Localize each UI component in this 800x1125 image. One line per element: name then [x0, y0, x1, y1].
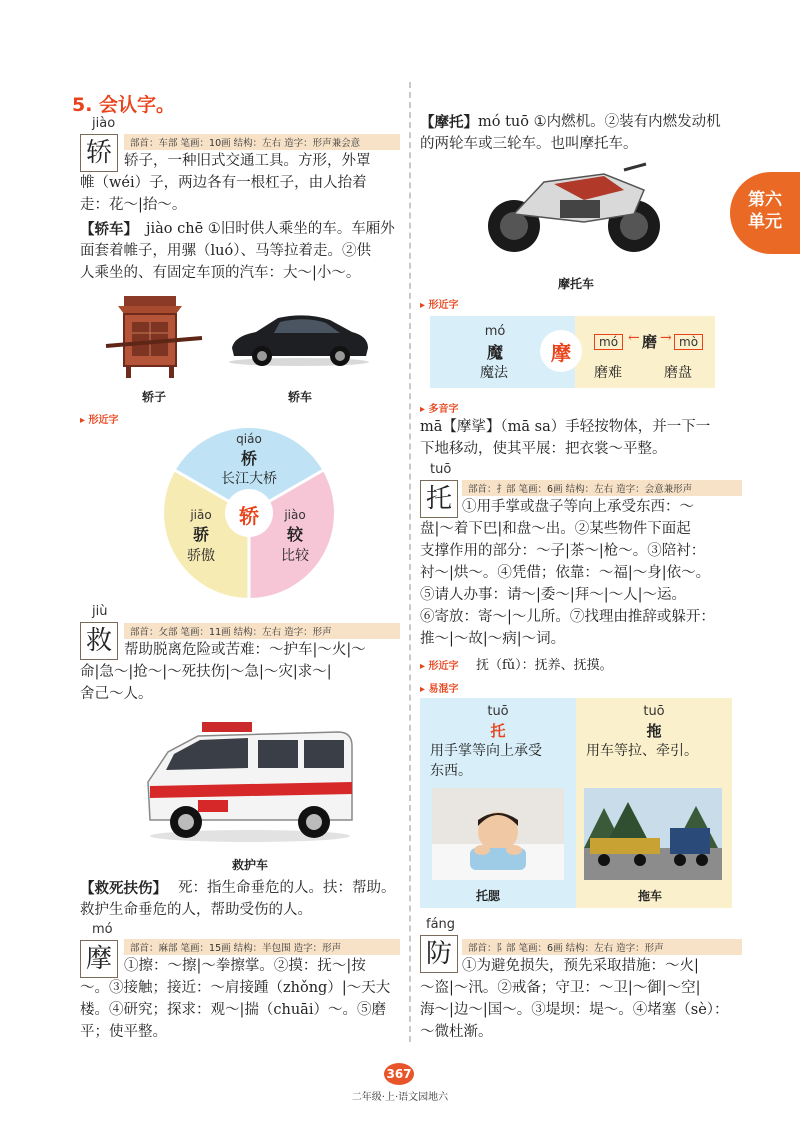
tuo-def-line-2: 支撑作用的部分：～子|茶～|枪～。③陪衬： — [420, 543, 706, 559]
jiusifushang-line-0: 死：指生命垂危的人。扶：帮助。 — [178, 880, 396, 896]
mo-compare-right-char: 磨 — [642, 333, 658, 351]
mo-xingjin-label: ▸ 形近字 — [420, 300, 459, 311]
mo-duoyin-label: ▸ 多音字 — [420, 404, 459, 415]
motuo-line-0: mó tuō ①内燃机。②装有内燃发动机 — [478, 114, 721, 130]
tuo-def-line-4: ⑤请人办事：请～|委～|拜～|～人|～运。 — [420, 587, 687, 603]
mo-compare-pinyin-mo4: mò — [674, 334, 703, 350]
fang-def-line-3: ～微杜渐。 — [420, 1024, 493, 1040]
mo-char-box: 摩 — [80, 940, 118, 978]
motorcycle-image — [474, 160, 674, 260]
wheel-top-word: 长江大桥 — [221, 471, 277, 487]
jiusifushang-term-label: 【救死扶伤】 — [80, 880, 167, 897]
jiu-pinyin: jiù — [92, 604, 108, 619]
tuo-xingjin-label: ▸ 形近字 — [420, 661, 459, 672]
tuo-compare-left-desc-0: 用手掌等向上承受 — [430, 743, 542, 759]
jiaoche-line-0: jiào chē ①旧时供人乘坐的车。车厢外 — [146, 221, 395, 237]
jiao-pinyin: jiào — [92, 116, 116, 131]
tuo-pinyin: tuō — [430, 462, 452, 477]
fang-info-bar: 部首：阝部 笔画：6画 结构：左右 造字：形声 — [462, 939, 742, 955]
tuoche-image — [584, 788, 722, 880]
unit-badge — [730, 172, 800, 254]
tuo-compare-right-desc: 用车等拉、牵引。 — [586, 743, 698, 759]
jiaoche-line-1: 面套着帷子，用骡（luó）、马等拉着走。②供 — [80, 243, 371, 259]
column-divider — [409, 82, 411, 1042]
jiu-info-bar: 部首：攵部 笔画：11画 结构：左右 造字：形声 — [124, 623, 400, 639]
tuo-def-line-5: ⑥寄放：寄～|～儿所。⑦找理由推辞或躲开： — [420, 609, 715, 625]
tuo-def-line-6: 推～|～故|～病|～词。 — [420, 631, 566, 647]
fang-char-box: 防 — [420, 935, 458, 973]
tuo-def-line-3: 衬～|烘～。④凭借；依靠：～福|～身|依～。 — [420, 565, 711, 581]
jiao-xingjin-label: ▸ 形近字 — [80, 415, 119, 426]
jiu-char-box: 救 — [80, 622, 118, 660]
jiao-def-line-2: 走：花～|抬～。 — [80, 197, 187, 213]
mo-compare-left-char: 魔 — [486, 343, 503, 362]
tuo-compare-left-pinyin: tuō — [487, 704, 509, 719]
mo-compare-word-monan: 磨难 — [594, 365, 622, 381]
tuo-xingjin-text: 抚（fǔ）：抚养、抚摸。 — [476, 658, 613, 673]
tuo-info-bar: 部首：扌部 笔画：6画 结构：左右 造字：会意兼形声 — [462, 480, 742, 496]
masa-line-1: 下地移动，使其平展：把衣裳～平整。 — [420, 441, 667, 457]
jiaoche-term-label: 【轿车】 — [80, 221, 138, 238]
tuo-def-line-1: 盘|～着下巴|和盘～出。②某些物件下面起 — [420, 521, 691, 537]
jiu-def-line-1: 命|急～|抢～|～死扶伤|～急|～灾|求～| — [80, 664, 332, 680]
jiao-info-bar: 部首：车部 笔画：10画 结构：左右 造字：形声兼会意 — [124, 134, 400, 150]
fang-def-line-1: ～盗|～汛。②戒备；守卫：～卫|～御|～空| — [420, 980, 701, 996]
mo-def-line-1: ～。③接触；接近：～肩接踵（zhǒng）|～天大 — [80, 980, 391, 996]
jiaoche-line-2: 人乘坐的、有固定车顶的汽车：大～|小～。 — [80, 265, 361, 281]
jiao-char-box: 轿 — [80, 134, 118, 172]
wheel-left-pinyin: jiāo — [190, 508, 212, 522]
wheel-left-char: 骄 — [192, 525, 209, 544]
wheel-top-char: 桥 — [240, 449, 257, 468]
wheel-right-word: 比较 — [281, 548, 309, 564]
jiao-def-line-0: 轿子，一种旧式交通工具。方形，外罩 — [124, 153, 371, 169]
tuo-compare-left-desc-1: 东西。 — [430, 763, 472, 779]
jiu-def-line-0: 帮助脱离危险或苦难：～护车|～火|～ — [124, 642, 366, 658]
mo-pinyin: mó — [92, 922, 113, 937]
mo-compare-left-word: 魔法 — [480, 365, 508, 381]
caption-motorcycle: 摩托车 — [557, 277, 594, 291]
mo-compare-center-char: 摩 — [551, 341, 571, 365]
mo-def-line-3: 平；使平整。 — [80, 1024, 167, 1040]
mo-compare-left-pinyin: mó — [484, 324, 506, 339]
caption-tuoche: 拖车 — [637, 889, 662, 903]
fang-def-line-0: ①为避免损失，预先采取措施：～火| — [462, 958, 699, 974]
unit-badge-line2: 单元 — [748, 212, 782, 232]
jiu-def-line-2: 舍己～人。 — [80, 686, 153, 702]
mo-def-line-0: ①擦：～擦|～拳擦掌。②摸：抚～|按 — [124, 958, 366, 974]
sedan-car-image — [226, 306, 372, 368]
page-number: 367 — [384, 1063, 414, 1085]
tuosai-image — [432, 788, 564, 880]
mo-compare-arrow-left: ← — [628, 330, 640, 346]
mo-compare-arrow-right: → — [660, 330, 672, 346]
tuo-yihun-label: ▸ 易混字 — [420, 684, 459, 695]
wheel-top-pinyin: qiáo — [236, 432, 262, 446]
caption-ambulance: 救护车 — [231, 858, 268, 872]
caption-tuosai: 托腮 — [475, 889, 500, 903]
motuo-term-label: 【摩托】 — [420, 114, 478, 131]
mo-compare-pinyin-mo2: mó — [594, 334, 623, 350]
motuo-line-1: 的两轮车或三轮车。也叫摩托车。 — [420, 136, 638, 152]
mo-compare-word-mopan: 磨盘 — [664, 365, 692, 381]
jiusifushang-line-1: 救护生命垂危的人，帮助受伤的人。 — [80, 902, 312, 918]
tuo-compare-right-char: 拖 — [646, 722, 662, 740]
wheel-right-pinyin: jiào — [284, 508, 306, 522]
tuo-compare-left-char: 托 — [490, 722, 506, 740]
tuo-def-line-0: ①用手掌或盘子等向上承受东西：～ — [462, 499, 694, 515]
mo-info-bar: 部首：麻部 笔画：15画 结构：半包围 造字：形声 — [124, 939, 400, 955]
page-footer: 二年级·上·语文园地六 — [351, 1092, 449, 1103]
unit-badge-line1: 第六 — [748, 190, 782, 210]
caption-sedan-chair: 轿子 — [141, 390, 166, 404]
jiao-def-line-1: 帷（wéi）子，两边各有一根杠子，由人抬着 — [80, 175, 367, 191]
ambulance-image — [138, 712, 358, 844]
caption-sedan-car: 轿车 — [287, 390, 312, 404]
section-title: 5. 会认字。 — [72, 94, 176, 116]
fang-pinyin: fáng — [426, 917, 456, 932]
fang-def-line-2: 海～|边～|国～。③堤坝：堤～。④堵塞（sè）： — [420, 1002, 729, 1018]
wheel-center-char: 轿 — [239, 504, 259, 528]
masa-line-0: mā【摩挲】（mā sa）手轻按物体，并一下一 — [420, 419, 711, 435]
wheel-left-word: 骄傲 — [187, 548, 215, 564]
tuo-compare-right-pinyin: tuō — [643, 704, 665, 719]
tuo-char-box: 托 — [420, 480, 458, 518]
sedan-chair-image — [104, 288, 204, 384]
wheel-right-char: 较 — [286, 525, 303, 544]
mo-def-line-2: 楼。④研究；探求：观～|揣（chuāi）～。⑤磨 — [80, 1002, 386, 1018]
